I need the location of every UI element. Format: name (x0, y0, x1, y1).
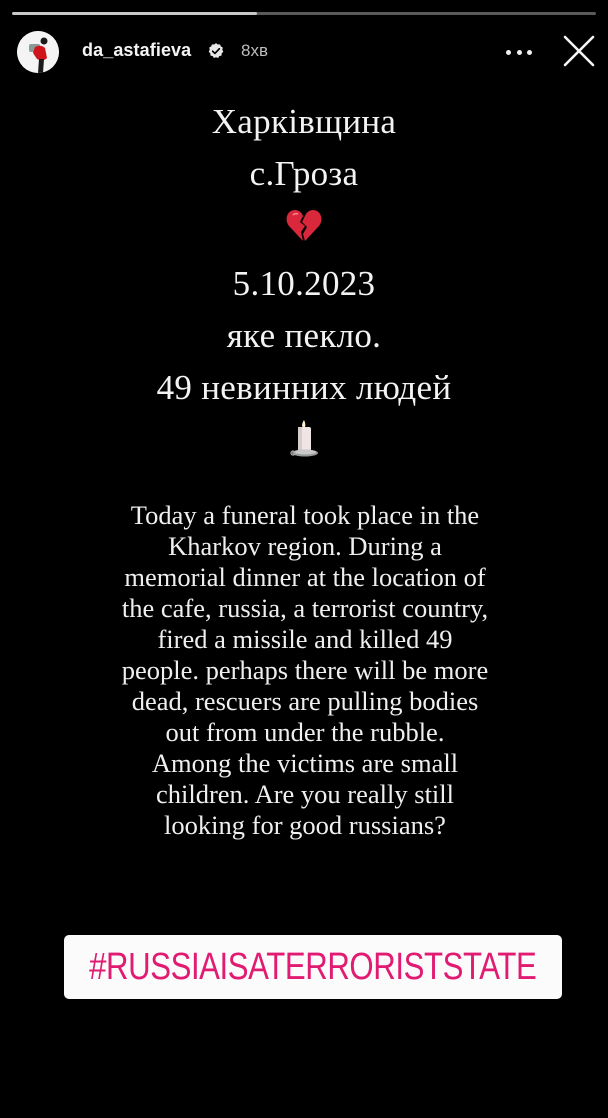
paragraph-line: children. Are you really still (155, 779, 455, 809)
story-progress-fill (12, 12, 257, 15)
avatar[interactable] (17, 31, 59, 73)
headline-region: Харківщина (211, 102, 397, 141)
hashtag-text: #RUSSIAISATERRORISTSTATE (89, 945, 537, 988)
avatar-image-icon (17, 31, 59, 73)
paragraph-line: Among the victims are small (151, 748, 459, 778)
story-content (0, 96, 608, 462)
story-progress-bar (12, 12, 596, 15)
paragraph-line: looking for good russians? (164, 810, 446, 840)
close-icon[interactable] (560, 32, 598, 70)
candle-icon (290, 418, 318, 458)
username[interactable]: da_astafieva (82, 40, 192, 60)
hell-line: яке пекло. (226, 316, 382, 355)
hashtag-sticker[interactable] (64, 935, 562, 999)
paragraph-line: people. perhaps there will be more (121, 655, 489, 685)
headline-village: с.Гроза (249, 154, 359, 193)
paragraph-line: memorial dinner at the location of (124, 562, 486, 592)
date-line: 5.10.2023 (232, 264, 376, 303)
story-header (0, 28, 608, 76)
candle-emoji-line (0, 414, 608, 462)
more-horizontal-icon (506, 50, 511, 55)
paragraph-line: out from under the rubble. (165, 717, 445, 747)
verified-badge-icon (207, 42, 225, 60)
paragraph-line: dead, rescuers are pulling bodies (131, 686, 479, 716)
broken-heart-icon (286, 208, 322, 242)
paragraph-line: Today a funeral took place in the (130, 500, 480, 530)
more-dot (517, 50, 522, 55)
victims-line: 49 невинних людей (156, 368, 452, 407)
paragraph-line: Kharkov region. During a (168, 531, 442, 561)
broken-heart-emoji-line (0, 200, 608, 250)
post-time: 8хв (241, 41, 268, 60)
more-dot (527, 50, 532, 55)
story-paragraph (70, 500, 540, 841)
paragraph-line: fired a missile and killed 49 (157, 624, 453, 654)
paragraph-line: the cafe, russia, a terrorist country, (121, 593, 489, 623)
more-options-button[interactable] (504, 40, 534, 64)
